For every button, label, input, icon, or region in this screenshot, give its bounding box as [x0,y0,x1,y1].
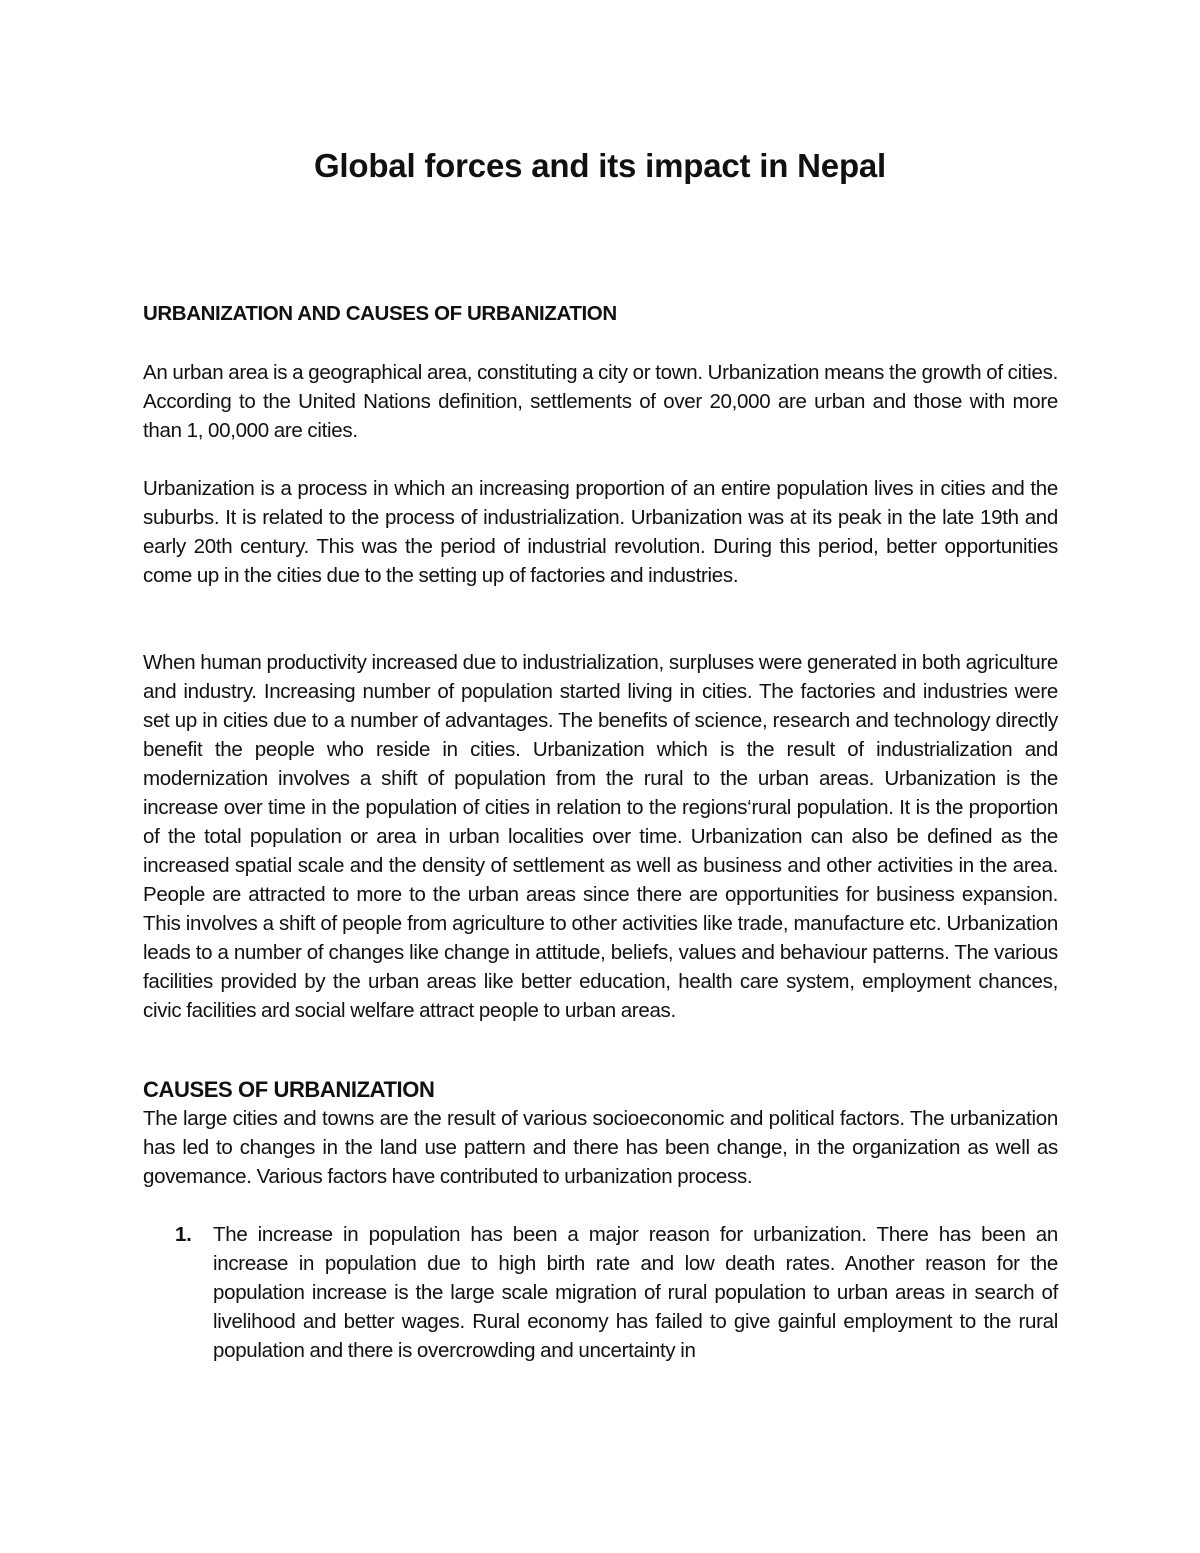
section-heading-urbanization: URBANIZATION AND CAUSES OF URBANIZATION [143,302,617,325]
list-item-number: 1. [175,1223,192,1246]
paragraph-industrialization-effects: When human productivity increased due to industrialization, surpluses were generated in both agriculture and industry. Increasing number of population started living in cities. The factories and industries were set up in cities due to a number of advantages. The benefits of science, research and technology directly benefit the people who reside in cities. Urbanization which is the result of industrialization and modernization involves a shift of population from the rural to the urban areas. Urbanization is the increase over time in the population of cities in relation to the regions‘rural population. It is the proportion of the total population or area in urban localities over time. Urbanization can also be defined as the increased spatial scale and the density of settlement as well as business and other activities in the area. People are attracted to more to the urban areas since there are opportunities for business expansion. This involves a shift of people from agriculture to other activities like trade, manufacture etc. Urbanization leads to a number of changes like change in attitude, beliefs, values and behaviour patterns. The various facilities provided by the urban areas like better education, health care system, employment chances, civic facilities ard social welfare attract people to urban areas. [143,651,1058,1022]
list-item [143,1220,1058,1365]
paragraph-urbanization-process: Urbanization is a process in which an increasing proportion of an entire population lives in cities and the suburbs. It is related to the process of industrialization. Urbanization was at its peak in the late 19th and early 20th century. This was the period of industrial revolution. During this period, better opportunities come up in the cities due to the setting up of factories and industries. [143,477,1058,587]
list-item-text: The increase in population has been a major reason for urbanization. There has been an increase in population due to high birth rate and low death rates. Another reason for the population increase is the large scale migration of rural population to urban areas in search of livelihood and better wages. Rural economy has failed to give gainful employment to the rural population and there is overcrowding and uncertainty in [213,1223,1058,1362]
paragraph-causes-intro: The large cities and towns are the result of various socioeconomic and political factors. The urbanization has led to changes in the land use pattern and there has been change, in the organization as well as govemance. Various factors have contributed to urbanization process. [143,1107,1058,1188]
paragraph-urban-area-definition: An urban area is a geographical area, constituting a city or town. Urbanization means the growth of cities. According to the United Nations definition, settlements of over 20,000 are urban and those with more than 1, 00,000 are cities. [143,361,1058,442]
causes-list [143,1220,1058,1365]
section-heading-causes: CAUSES OF URBANIZATION [143,1077,435,1102]
document-title: Global forces and its impact in Nepal [313,147,887,184]
